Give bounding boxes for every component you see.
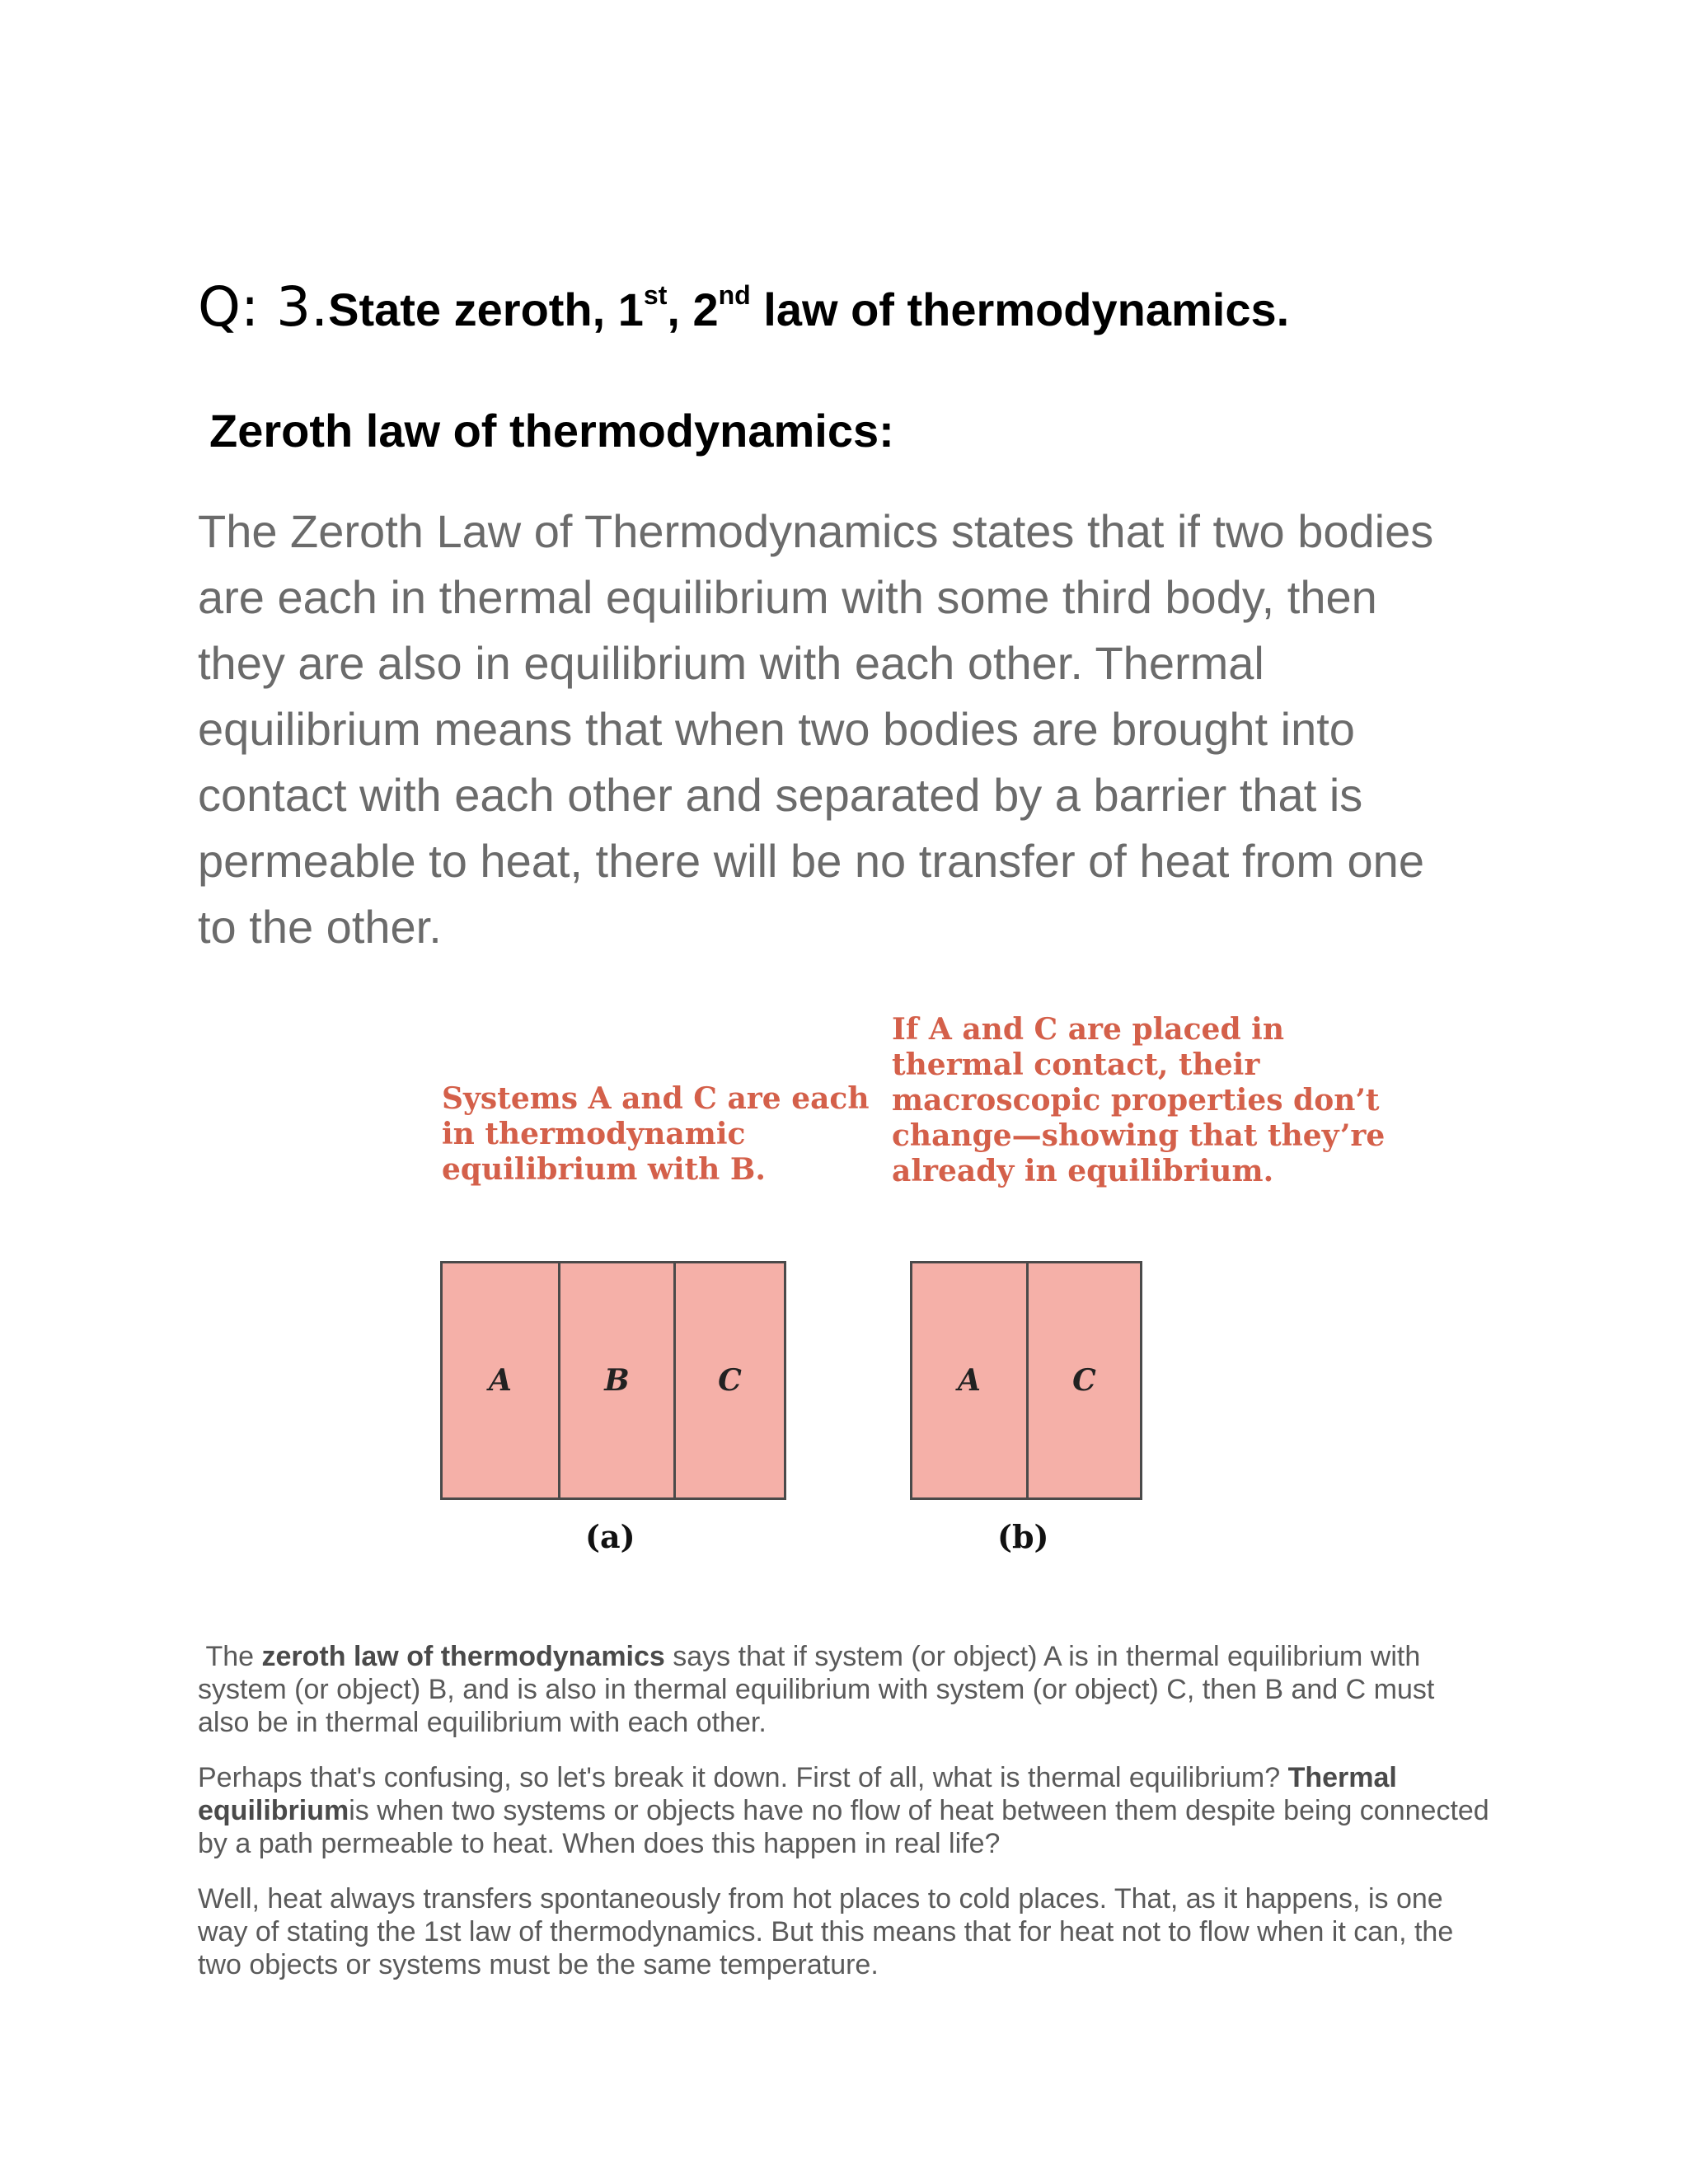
body-paragraph-2 xyxy=(198,1761,1492,1860)
system-box-abc xyxy=(440,1261,786,1500)
system-cell-b: B xyxy=(558,1263,673,1497)
text-run: is when two systems or objects have no flow of heat between them despite being connected by a path permeable to heat. When does this happen in real life? xyxy=(198,1795,1489,1859)
body-paragraph-1 xyxy=(198,1640,1492,1739)
system-cell-c: C xyxy=(673,1263,784,1497)
superscript-st: st xyxy=(643,280,668,310)
system-cell-a: A xyxy=(958,1363,981,1398)
section-heading: Zeroth law of thermodynamics: xyxy=(209,405,894,457)
figure-label-b: (b) xyxy=(997,1518,1049,1555)
text-run: The xyxy=(205,1641,262,1672)
superscript-nd: nd xyxy=(718,280,751,310)
question-text-part: , 2 xyxy=(667,284,719,335)
figure-caption-b: If A and C are placed in thermal contact, their macroscopic properties don’t change—showing that they’re already in equilibrium. xyxy=(892,1012,1386,1188)
system-box-ac xyxy=(910,1261,1142,1500)
body-paragraph-3: Well, heat always transfers spontaneously from hot places to cold places. That, as it happens, is one way of stating the 1st law of thermodynamics. But this means that for heat not to flow when it can, the two objects or systems must be the same temperature. xyxy=(198,1883,1454,1980)
question-text-part: law of thermodynamics. xyxy=(750,284,1290,335)
figure-label-a: (a) xyxy=(585,1518,635,1555)
system-cell-a: A xyxy=(489,1363,512,1398)
question-title xyxy=(198,275,1290,339)
question-text xyxy=(328,280,1290,335)
bold-term: zeroth law of thermodynamics xyxy=(261,1641,665,1672)
text-run: Perhaps that's confusing, so let's break it down. First of all, what is thermal equilibrium? xyxy=(198,1762,1288,1793)
text-run: says that if system (or object) A is in thermal equilibrium with system (or object) B, and is also in thermal equilibrium with system (or object) C, then B and C must also be in thermal equilibrium with each other. xyxy=(198,1641,1435,1738)
bold-term: Thermal equilibrium xyxy=(198,1762,1397,1826)
intro-paragraph: The Zeroth Law of Thermodynamics states that if two bodies are each in thermal equilibrium with some third body, then they are also in equilibrium with each other. Thermal equilibrium means that when two bodies are brought into contact with each other and separated by a barrier that is permeable to heat, there will be no transfer of heat from one to the other. xyxy=(198,505,1434,953)
system-cell-c: C xyxy=(1026,1263,1140,1497)
zeroth-law-figure xyxy=(420,1001,1409,1562)
figure-caption-a: Systems A and C are each in thermodynamic equilibrium with B. xyxy=(442,1081,870,1187)
question-number: Q: 3. xyxy=(198,275,329,339)
question-text-part: State zeroth, 1 xyxy=(328,284,644,335)
